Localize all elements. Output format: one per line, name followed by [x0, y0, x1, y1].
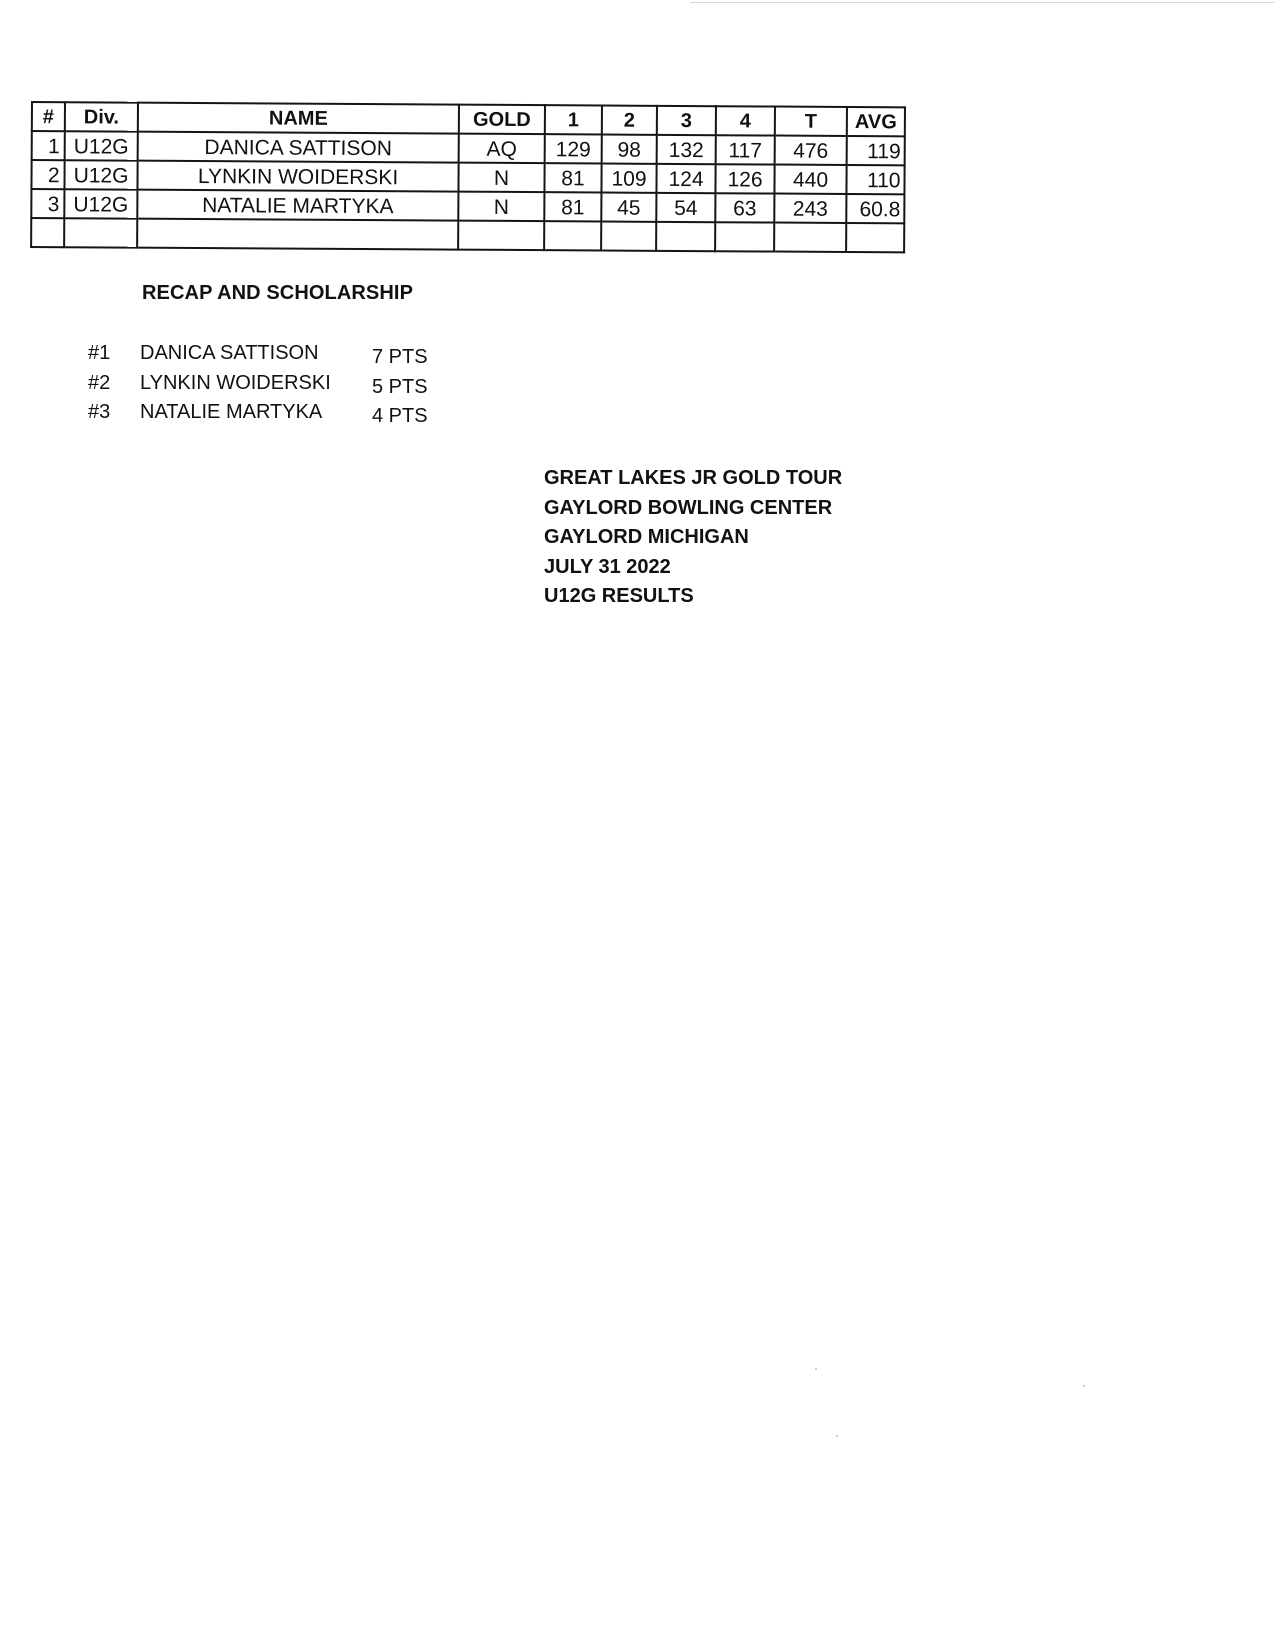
header-rank: # — [32, 102, 65, 131]
cell-name: DANICA SATTISON — [138, 132, 459, 163]
scan-edge-line — [690, 2, 1275, 3]
cell-average: 60.8 — [846, 194, 904, 223]
cell-rank: 1 — [32, 131, 65, 160]
recap-place: #2 — [88, 371, 111, 394]
cell-division: U12G — [65, 131, 138, 160]
cell-division: U12G — [64, 189, 137, 218]
cell-empty — [31, 218, 64, 247]
recap-points: 4 PTS — [372, 405, 428, 427]
cell-average: 119 — [847, 136, 905, 165]
list-item — [88, 399, 448, 429]
cell-division: U12G — [64, 160, 137, 189]
header-game-4: 4 — [716, 106, 775, 135]
event-info — [544, 464, 842, 612]
cell-game-3: 54 — [656, 193, 715, 222]
table-row-empty — [31, 218, 904, 252]
scan-speck — [1083, 1385, 1085, 1387]
list-item — [88, 340, 448, 370]
header-average: AVG — [847, 107, 905, 136]
recap-name: LYNKIN WOIDERSKI — [140, 371, 331, 394]
recap-name: DANICA SATTISON — [140, 342, 319, 364]
cell-empty — [715, 222, 774, 251]
cell-total: 440 — [774, 165, 846, 194]
recap-name: NATALIE MARTYKA — [140, 401, 323, 423]
cell-rank: 2 — [31, 160, 64, 189]
cell-name: NATALIE MARTYKA — [137, 190, 458, 221]
scan-speck — [815, 1368, 817, 1370]
header-game-1: 1 — [545, 105, 602, 134]
cell-total: 476 — [775, 136, 847, 165]
cell-empty — [656, 222, 715, 251]
cell-empty — [64, 218, 137, 247]
cell-game-4: 63 — [715, 193, 774, 222]
header-division: Div. — [65, 102, 138, 131]
cell-game-2: 45 — [601, 192, 656, 221]
header-game-3: 3 — [657, 106, 716, 135]
recap-place: #3 — [88, 401, 111, 423]
event-tour: GREAT LAKES JR GOLD TOUR — [544, 467, 843, 489]
cell-game-2: 98 — [602, 134, 657, 163]
cell-gold: N — [458, 192, 544, 222]
event-location: GAYLORD MICHIGAN — [544, 526, 749, 549]
cell-gold: AQ — [459, 134, 545, 164]
header-total: T — [775, 107, 847, 136]
header-name: NAME — [138, 103, 459, 134]
list-item — [88, 370, 448, 400]
cell-average: 110 — [846, 165, 904, 194]
event-title: U12G RESULTS — [544, 585, 694, 608]
event-date: JULY 31 2022 — [544, 555, 671, 578]
header-game-2: 2 — [602, 105, 657, 134]
recap-list — [88, 340, 448, 429]
cell-empty — [846, 223, 904, 252]
cell-game-1: 129 — [545, 134, 602, 163]
cell-total: 243 — [774, 194, 846, 223]
cell-game-3: 124 — [656, 164, 715, 193]
cell-game-1: 81 — [544, 192, 601, 221]
event-venue: GAYLORD BOWLING CENTER — [544, 496, 833, 519]
cell-game-2: 109 — [601, 163, 656, 192]
cell-empty — [458, 221, 544, 251]
cell-game-3: 132 — [657, 135, 716, 164]
cell-empty — [774, 223, 846, 252]
cell-game-4: 126 — [715, 164, 774, 193]
cell-empty — [137, 219, 458, 250]
recap-heading: RECAP AND SCHOLARSHIP — [142, 282, 414, 304]
header-gold: GOLD — [459, 105, 545, 135]
results-table — [30, 101, 906, 253]
cell-gold: N — [458, 163, 544, 193]
cell-name: LYNKIN WOIDERSKI — [137, 161, 458, 192]
cell-rank: 3 — [31, 189, 64, 218]
cell-game-1: 81 — [544, 163, 601, 192]
recap-points: 7 PTS — [372, 346, 428, 368]
recap-place: #1 — [88, 342, 111, 364]
recap-points: 5 PTS — [372, 375, 428, 398]
cell-empty — [544, 221, 601, 250]
cell-game-4: 117 — [716, 135, 775, 164]
scan-speck — [836, 1435, 838, 1437]
cell-empty — [601, 221, 656, 250]
